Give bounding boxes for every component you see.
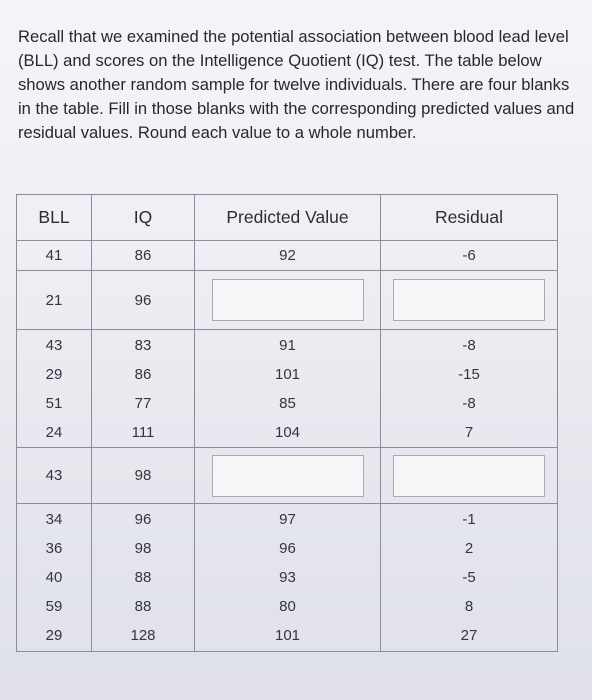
residual-value: 27 (460, 627, 478, 644)
bll-value: 51 (45, 394, 63, 412)
iq-cell: 98 (92, 448, 195, 504)
predicted-blank-cell (195, 271, 381, 330)
residual-value: -5 (462, 569, 476, 586)
residual-value-blank[interactable] (393, 455, 545, 497)
iq-value: 98 (134, 540, 152, 557)
residual-cell-group (381, 330, 558, 448)
bll-cell-group (17, 330, 92, 448)
bll-value: 59 (45, 598, 63, 615)
residual-blank-cell (381, 448, 558, 504)
residual-blank-cell (381, 271, 558, 330)
table-row-group (17, 504, 558, 652)
iq-cell: 86 (92, 241, 195, 271)
iq-cell: 96 (92, 271, 195, 330)
bll-cell: 43 (17, 448, 92, 504)
predicted-value: 104 (274, 423, 301, 441)
predicted-cell: 92 (195, 241, 381, 271)
residual-value-blank[interactable] (393, 279, 545, 321)
bll-cell: 41 (17, 241, 92, 271)
question-text: Recall that we examined the potential association between blood lead level (BLL) and scores on the Intelligence Quotient (IQ) test. The table below shows another random sample for twelve individuals. There are four blanks in the table. Fill in those blanks with the corresponding predicted values and residual values. Round each value to a whole number. (18, 27, 575, 142)
predicted-value: 96 (279, 540, 296, 557)
iq-cell-group (92, 330, 195, 448)
residual-cell-group (381, 504, 558, 652)
iq-value: 128 (130, 627, 156, 644)
bll-cell: 21 (17, 271, 92, 330)
predicted-blank-cell (195, 448, 381, 504)
bll-value: 24 (45, 423, 63, 441)
bll-value: 34 (45, 511, 63, 528)
predicted-cell-group (195, 330, 381, 448)
predicted-value: 101 (274, 627, 301, 644)
bll-cell-group (17, 504, 92, 652)
bll-value: 29 (45, 627, 63, 644)
residual-value: -15 (458, 365, 480, 383)
bll-iq-table (16, 194, 558, 652)
table-row (17, 271, 558, 330)
residual-value: -1 (462, 511, 476, 528)
residual-value: -8 (462, 394, 476, 412)
residual-value: 2 (464, 540, 474, 557)
residual-value: 8 (464, 598, 474, 615)
iq-value: 111 (131, 423, 155, 441)
table-row-group (17, 330, 558, 448)
header-iq: IQ (92, 195, 195, 241)
iq-value: 96 (134, 511, 152, 528)
iq-value: 77 (134, 394, 152, 412)
predicted-value: 93 (279, 569, 296, 586)
iq-value: 83 (134, 336, 152, 354)
iq-cell-group (92, 504, 195, 652)
predicted-value: 101 (274, 365, 301, 383)
bll-value: 29 (45, 365, 63, 383)
header-row (17, 195, 558, 241)
header-bll: BLL (17, 195, 92, 241)
predicted-value-blank[interactable] (212, 455, 364, 497)
iq-value: 86 (134, 365, 152, 383)
predicted-value: 80 (279, 598, 296, 615)
predicted-value: 85 (279, 394, 296, 412)
residual-cell: -6 (381, 241, 558, 271)
table-row (17, 448, 558, 504)
iq-value: 88 (134, 598, 152, 615)
bll-value: 43 (45, 336, 63, 354)
predicted-value: 97 (279, 511, 296, 528)
header-residual: Residual (381, 195, 558, 241)
residual-value: -8 (462, 336, 476, 354)
residual-value: 7 (464, 423, 474, 441)
bll-value: 40 (45, 569, 63, 586)
predicted-value-blank[interactable] (212, 279, 364, 321)
predicted-cell-group (195, 504, 381, 652)
header-predicted: Predicted Value (195, 195, 381, 241)
predicted-value: 91 (279, 336, 296, 354)
iq-value: 88 (134, 569, 152, 586)
bll-value: 36 (45, 540, 63, 557)
table-row (17, 241, 558, 271)
